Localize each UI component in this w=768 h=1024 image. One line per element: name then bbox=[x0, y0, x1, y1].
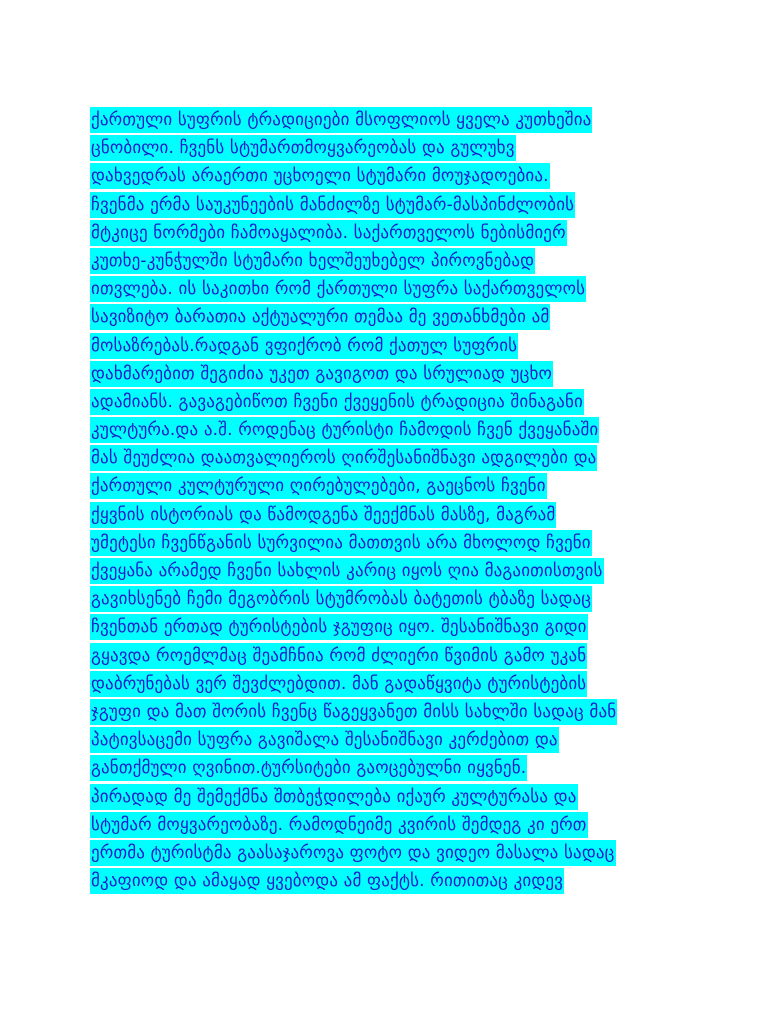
text-line: სავიზიტო ბარათია აქტუალური თემაა მე ვეთანხმები ამ bbox=[90, 303, 680, 331]
text-line: დახვედრას არაერთი უცხოელი სტუმარი მოუჯადოებია. bbox=[90, 162, 680, 190]
highlighted-essay-text bbox=[90, 106, 680, 895]
text-line: ჩვენმა ერმა საუკუნეების მანძილზე სტუმარ-მასპინძლობის bbox=[90, 191, 680, 219]
text-line: უმეტესი ჩვენწგანის სურვილია მათთვის არა მხოლოდ ჩვენი bbox=[90, 529, 680, 557]
text-line: ქართული სუფრის ტრადიციები მსოფლიოს ყველა კუთხეშია bbox=[90, 106, 680, 134]
text-line: მას შეუძლია დაათვალიეროს ღირშესანიშნავი ადგილები და bbox=[90, 444, 680, 472]
text-line: ერთმა ტურისტმა გაასაჯაროვა ფოტო და ვიდეო მასალა სადაც bbox=[90, 839, 680, 867]
text-line: კულტურა.და ა.შ. როდენაც ტურისტი ჩამოდის ჩვენ ქვეყანაში bbox=[90, 416, 680, 444]
text-line: ქართული კულტურული ღირებულებები, გაეცნოს ჩვენი bbox=[90, 472, 680, 500]
text-line: ჩვენთან ერთად ტურისტების ჯგუფიც იყო. შესანიშნავი გიდი bbox=[90, 613, 680, 641]
text-line: მტკიცე ნორმები ჩამოაყალიბა. საქართველოს ნებისმიერ bbox=[90, 219, 680, 247]
text-line: ცნობილი. ჩვენს სტუმართმოყვარეობას და გულუხვ bbox=[90, 134, 680, 162]
text-line: პირადად მე შემექმნა შთბეჭდილება იქაურ კულტურასა და bbox=[90, 783, 680, 811]
text-line: მკაფიოდ და ამაყად ყვებოდა ამ ფაქტს. რითითაც კიდევ bbox=[90, 867, 680, 895]
text-line: სტუმარ მოყვარეობაზე. რამოდნეიმე კვირის შემდეგ კი ერთ bbox=[90, 811, 680, 839]
text-line: ჯგუფი და მათ შორის ჩვენც წაგეყვანეთ მისს სახლში სადაც მან bbox=[90, 698, 680, 726]
text-line: განთქმული ღვინით.ტურსიტები გაოცებულნი იყვნენ. bbox=[90, 754, 680, 782]
text-line: ადამიანს. გავაგებიწოთ ჩვენი ქვეყენის ტრადიცია შინაგანი bbox=[90, 388, 680, 416]
text-line: დაბრუნებას ვერ შევძლებდით. მან გადაწყვიტა ტურისტების bbox=[90, 670, 680, 698]
text-line: ქვეყანა არამედ ჩვენი სახლის კარიც იყოს ღია მაგაითისთვის bbox=[90, 557, 680, 585]
text-line: კუთხე-კუნჭულში სტუმარი ხელშეუხებელ პიროვნებად bbox=[90, 247, 680, 275]
text-line: გავიხსენებ ჩემი მეგობრის სტუმრობას ბატეთის ტბაზე სადაც bbox=[90, 585, 680, 613]
text-line: დახმარებით შეგიძია უკეთ გავიგოთ და სრულიად უცხო bbox=[90, 360, 680, 388]
text-line: პატივსაცემი სუფრა გავიშალა შესანიშნავი კერძებით და bbox=[90, 726, 680, 754]
text-line: გყავდა როემლმაც შეამჩნია რომ ძლიერი წვიმის გამო უკან bbox=[90, 642, 680, 670]
text-line: მოსაზრებას.რადგან ვფიქრობ რომ ქათულ სუფრის bbox=[90, 332, 680, 360]
text-line: ითვლება. ის საკითხი რომ ქართული სუფრა საქართველოს bbox=[90, 275, 680, 303]
text-line: ქყვნის ისტორიას და წამოდგენა შეექმნას მასზე, მაგრამ bbox=[90, 501, 680, 529]
